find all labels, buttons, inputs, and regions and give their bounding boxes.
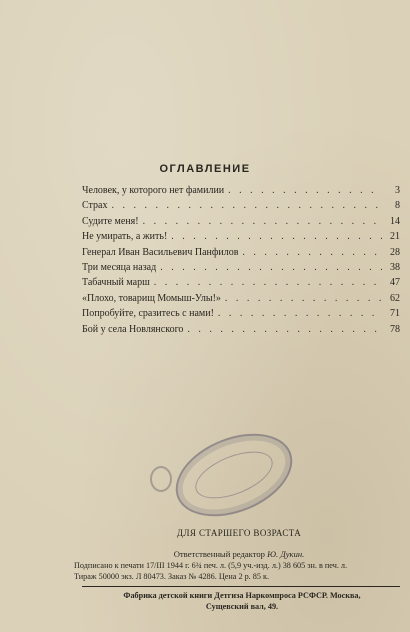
editor-label: Ответственный редактор — [173, 549, 265, 559]
table-of-contents — [82, 183, 400, 337]
age-group-note: ДЛЯ СТАРШЕГО ВОЗРАСТА — [176, 528, 302, 538]
toc-entry — [82, 198, 400, 213]
toc-entry-title: Человек, у которого нет фамилии — [82, 185, 225, 196]
signed-to-print-line: Подписано к печати 17/III 1944 г. 6¾ печ. л. (5,9 уч.-изд. л.) 38 605 зн. в печ. л. — [74, 561, 348, 570]
toc-leader-dots — [228, 183, 382, 198]
toc-entry-title: Не умирать, а жить! — [82, 231, 168, 243]
toc-entry — [82, 291, 400, 306]
toc-entry-title: Страх — [82, 200, 108, 212]
toc-entry — [82, 214, 400, 229]
printer-line-1: Фабрика детской книги Детгиза Наркомпроса РСФСР. Москва, — [123, 591, 361, 600]
toc-entry-title: «Плохо, товарищ Момыш-Улы!» — [82, 292, 221, 304]
toc-entry-page: 71 — [390, 308, 400, 320]
toc-entry-title: Бой у села Новлянского — [82, 323, 184, 335]
colophon — [74, 528, 410, 612]
printer-line-2: Сущевский вал, 49. — [205, 602, 279, 611]
toc-entry-page: 38 — [390, 261, 400, 273]
ink-smudge — [150, 466, 172, 492]
divider — [82, 586, 400, 587]
editor-name: Ю. Дукин. — [267, 549, 305, 559]
toc-entry-page: 62 — [390, 292, 400, 304]
toc-entry — [82, 245, 400, 260]
toc-entry-title: Три месяца назад — [82, 261, 157, 273]
editor-line — [74, 549, 370, 560]
toc-leader-dots — [187, 322, 382, 337]
toc-entry — [82, 260, 400, 275]
toc-leader-dots — [160, 260, 382, 275]
toc-entry-page: 28 — [390, 246, 400, 258]
toc-leader-dots — [154, 275, 382, 290]
toc-entry-title: Судите меня! — [82, 215, 139, 227]
toc-entry-page: 78 — [390, 323, 400, 335]
toc-entry-title: Генерал Иван Васильевич Панфилов — [82, 246, 239, 258]
toc-entry-title: Попробуйте, сразитесь с нами! — [82, 308, 214, 320]
toc-leader-dots — [143, 214, 382, 229]
toc-entry — [82, 275, 400, 290]
toc-entry-page: 14 — [390, 215, 400, 227]
toc-leader-dots — [225, 291, 382, 306]
toc-entry-page: 8 — [395, 200, 400, 212]
toc-entry — [82, 306, 400, 321]
toc-leader-dots — [111, 198, 382, 213]
toc-entry-page: 47 — [390, 277, 400, 289]
toc-leader-dots — [218, 306, 382, 321]
toc-heading: ОГЛАВЛЕНИЕ — [159, 163, 251, 175]
library-stamp-inner-ring — [189, 442, 279, 508]
library-stamp — [164, 418, 305, 532]
toc-entry — [82, 322, 400, 337]
toc-leader-dots — [171, 229, 382, 244]
toc-entry-page: 3 — [395, 185, 400, 196]
toc-entry-page: 21 — [390, 231, 400, 243]
toc-entry-title: Табачный марш — [82, 277, 150, 289]
toc-entry — [82, 183, 400, 198]
print-run-line: Тираж 50000 экз. Л 80473. Заказ № 4286. Цена 2 р. 85 к. — [74, 572, 270, 581]
toc-leader-dots — [242, 245, 382, 260]
toc-entry — [82, 229, 400, 244]
